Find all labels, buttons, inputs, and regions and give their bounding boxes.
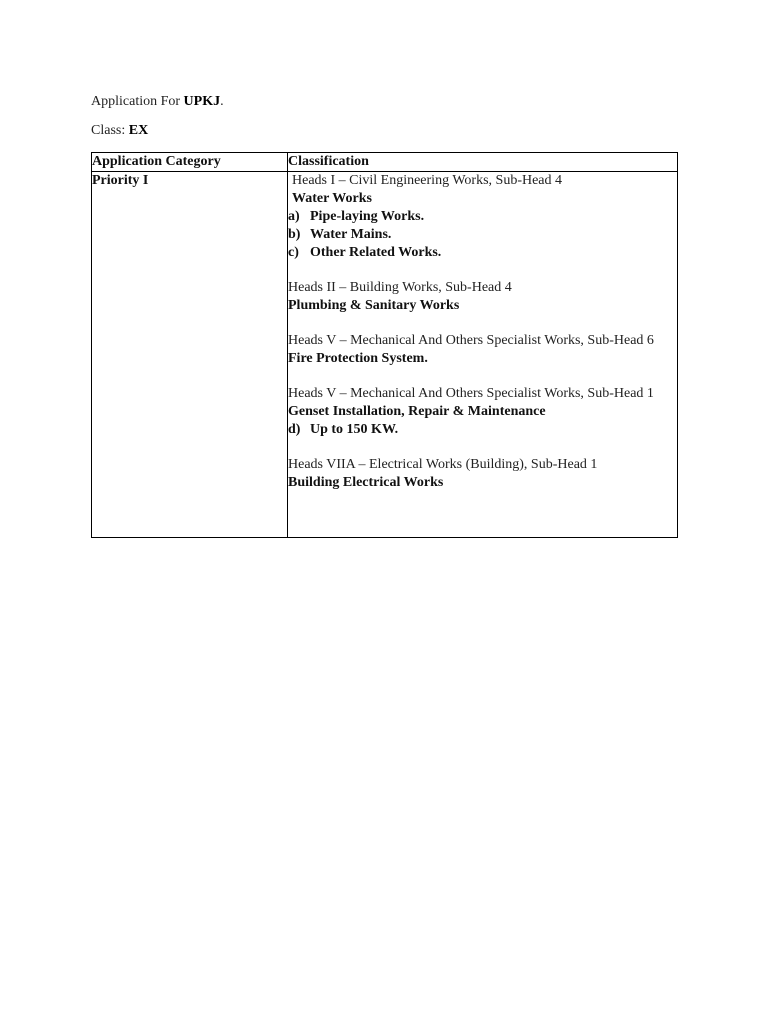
group-title: Building Electrical Works — [288, 475, 444, 490]
application-label: Application For — [91, 94, 184, 109]
group-item-list — [288, 208, 677, 262]
table-row — [92, 172, 678, 538]
application-line — [91, 93, 224, 111]
list-item-text: Pipe-laying Works. — [310, 209, 425, 224]
classification-cell — [288, 172, 678, 538]
list-marker: c) — [288, 245, 299, 260]
class-value: EX — [128, 123, 149, 138]
list-item-text: Water Mains. — [310, 227, 392, 242]
classification-group-3 — [288, 332, 677, 368]
table-header-row — [92, 153, 678, 172]
group-title: Genset Installation, Repair & Maintenance — [288, 404, 546, 419]
list-item — [288, 226, 677, 244]
group-title: Fire Protection System. — [288, 351, 428, 366]
classification-group-5 — [288, 456, 677, 492]
list-item-text: Other Related Works. — [310, 245, 442, 260]
list-item — [288, 208, 677, 226]
group-head: Heads VIIA – Electrical Works (Building), Sub-Head 1 — [288, 457, 598, 472]
classification-group-2 — [288, 279, 677, 315]
group-head: Heads II – Building Works, Sub-Head 4 — [288, 280, 512, 295]
list-marker: a) — [288, 209, 300, 224]
group-title: Plumbing & Sanitary Works — [288, 298, 460, 313]
group-title: Water Works — [292, 191, 372, 206]
list-marker: b) — [288, 227, 301, 242]
group-head: Heads V – Mechanical And Others Specialist Works, Sub-Head 6 — [288, 333, 654, 348]
group-item-list — [288, 421, 677, 439]
category-cell: Priority I — [92, 172, 288, 538]
classification-group-4 — [288, 385, 677, 439]
list-item-text: Up to 150 KW. — [310, 422, 399, 437]
list-item — [288, 244, 677, 262]
classification-table — [91, 152, 678, 538]
application-value: UPKJ — [183, 94, 221, 109]
header-application-category: Application Category — [92, 153, 288, 172]
group-head: Heads V – Mechanical And Others Specialist Works, Sub-Head 1 — [288, 386, 654, 401]
class-label: Class: — [91, 123, 129, 138]
list-item — [288, 421, 677, 439]
group-head: Heads I – Civil Engineering Works, Sub-Head 4 — [292, 173, 563, 188]
application-suffix: . — [220, 94, 224, 109]
class-line — [91, 122, 148, 140]
list-marker: d) — [288, 422, 301, 437]
header-classification: Classification — [288, 153, 678, 172]
classification-group-1 — [288, 172, 677, 262]
